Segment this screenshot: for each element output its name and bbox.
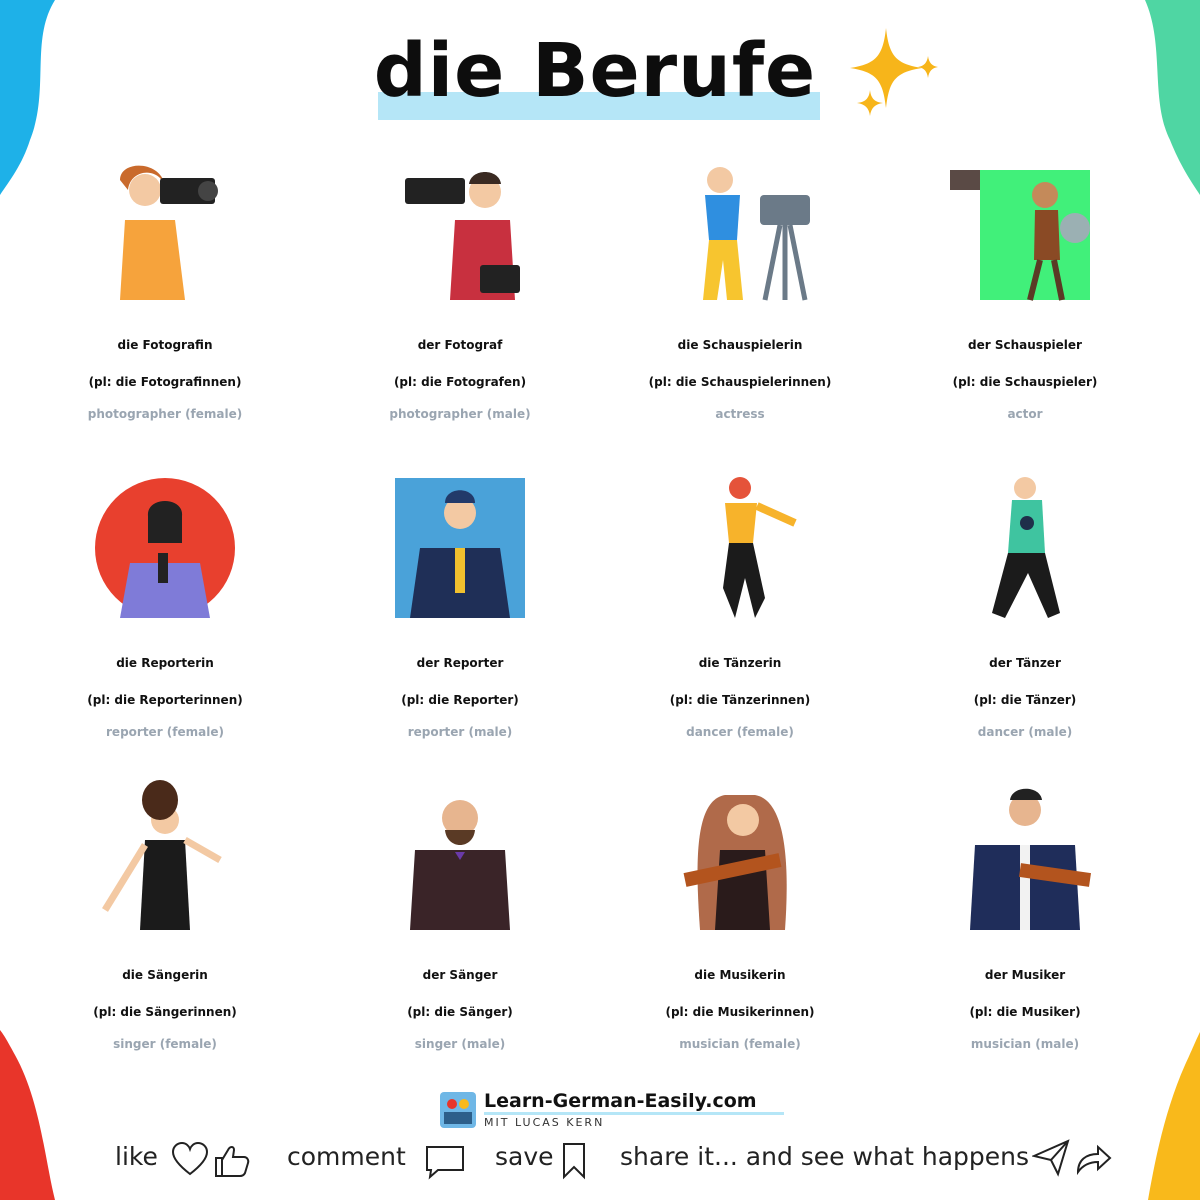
profession-card (15, 780, 315, 1080)
profession-card (15, 150, 315, 450)
plural-form: (pl: die Fotografinnen) (88, 375, 242, 389)
plural-form: (pl: die Reporter) (401, 693, 519, 707)
german-word: die Sängerin (122, 968, 208, 982)
page-title: die Berufe (373, 28, 817, 114)
german-word: die Fotografin (117, 338, 213, 352)
english-translation: actress (715, 407, 765, 421)
german-word: die Schauspielerin (677, 338, 803, 352)
title-area (0, 28, 1200, 128)
female-violinist-illustration (665, 780, 815, 940)
male-singer-illustration (385, 780, 535, 940)
english-translation: reporter (male) (407, 725, 513, 739)
english-translation: musician (male) (970, 1037, 1080, 1051)
like-label: like (115, 1142, 158, 1171)
brand-subtitle: MIT LUCAS KERN (484, 1116, 605, 1129)
profession-card (875, 150, 1175, 450)
english-translation: singer (female) (113, 1037, 217, 1051)
german-word: die Musikerin (694, 968, 786, 982)
plural-form: (pl: die Schauspielerinnen) (648, 375, 832, 389)
share-icon[interactable] (1032, 1138, 1112, 1178)
german-word: der Fotograf (417, 338, 503, 352)
english-translation: photographer (female) (87, 407, 243, 421)
english-translation: reporter (female) (106, 725, 224, 739)
german-word: die Tänzerin (698, 656, 782, 670)
profession-card (875, 780, 1175, 1080)
profession-card (875, 468, 1175, 768)
profession-card (310, 150, 610, 450)
brand-logo-icon (440, 1092, 476, 1128)
brand-underline (484, 1112, 784, 1115)
save-label: save (495, 1142, 554, 1171)
plural-form: (pl: die Reporterinnen) (87, 693, 243, 707)
german-word: die Reporterin (116, 656, 214, 670)
brand-name[interactable]: Learn-German-Easily.com (484, 1090, 757, 1112)
plural-form: (pl: die Fotografen) (393, 375, 527, 389)
female-singer-illustration (90, 780, 240, 940)
male-photographer-illustration (385, 150, 535, 310)
english-translation: dancer (male) (977, 725, 1073, 739)
german-word: der Musiker (984, 968, 1066, 982)
plural-form: (pl: die Tänzer) (973, 693, 1077, 707)
german-word: der Sänger (422, 968, 498, 982)
english-translation: dancer (female) (686, 725, 794, 739)
profession-card (590, 468, 890, 768)
plural-form: (pl: die Musiker) (969, 1005, 1081, 1019)
social-footer (0, 1138, 1200, 1182)
male-dancer-illustration (950, 468, 1100, 628)
plural-form: (pl: die Tänzerinnen) (669, 693, 811, 707)
profession-card (310, 780, 610, 1080)
german-word: der Schauspieler (968, 338, 1082, 352)
brand (440, 1090, 770, 1130)
plural-form: (pl: die Sänger) (407, 1005, 513, 1019)
plural-form: (pl: die Sängerinnen) (93, 1005, 237, 1019)
profession-card (590, 780, 890, 1080)
profession-card (590, 150, 890, 450)
english-translation: actor (1007, 407, 1043, 421)
profession-card (310, 468, 610, 768)
female-dancer-illustration (665, 468, 815, 628)
plural-form: (pl: die Schauspieler) (952, 375, 1098, 389)
english-translation: musician (female) (679, 1037, 801, 1051)
like-icon[interactable] (172, 1142, 252, 1178)
share-label: share it... and see what happens (620, 1142, 1030, 1171)
actress-film-camera-illustration (665, 150, 815, 310)
comment-label: comment (287, 1142, 406, 1171)
plural-form: (pl: die Musikerinnen) (665, 1005, 815, 1019)
sparkles-icon (836, 28, 946, 128)
female-reporter-illustration (90, 468, 240, 628)
male-violinist-illustration (950, 780, 1100, 940)
female-photographer-illustration (90, 150, 240, 310)
bookmark-icon[interactable] (560, 1142, 588, 1180)
german-word: der Reporter (416, 656, 504, 670)
actor-green-screen-illustration (950, 150, 1100, 310)
english-translation: singer (male) (414, 1037, 506, 1051)
comment-icon[interactable] (424, 1144, 466, 1180)
english-translation: photographer (male) (389, 407, 531, 421)
male-reporter-illustration (385, 468, 535, 628)
german-word: der Tänzer (989, 656, 1061, 670)
profession-card (15, 468, 315, 768)
